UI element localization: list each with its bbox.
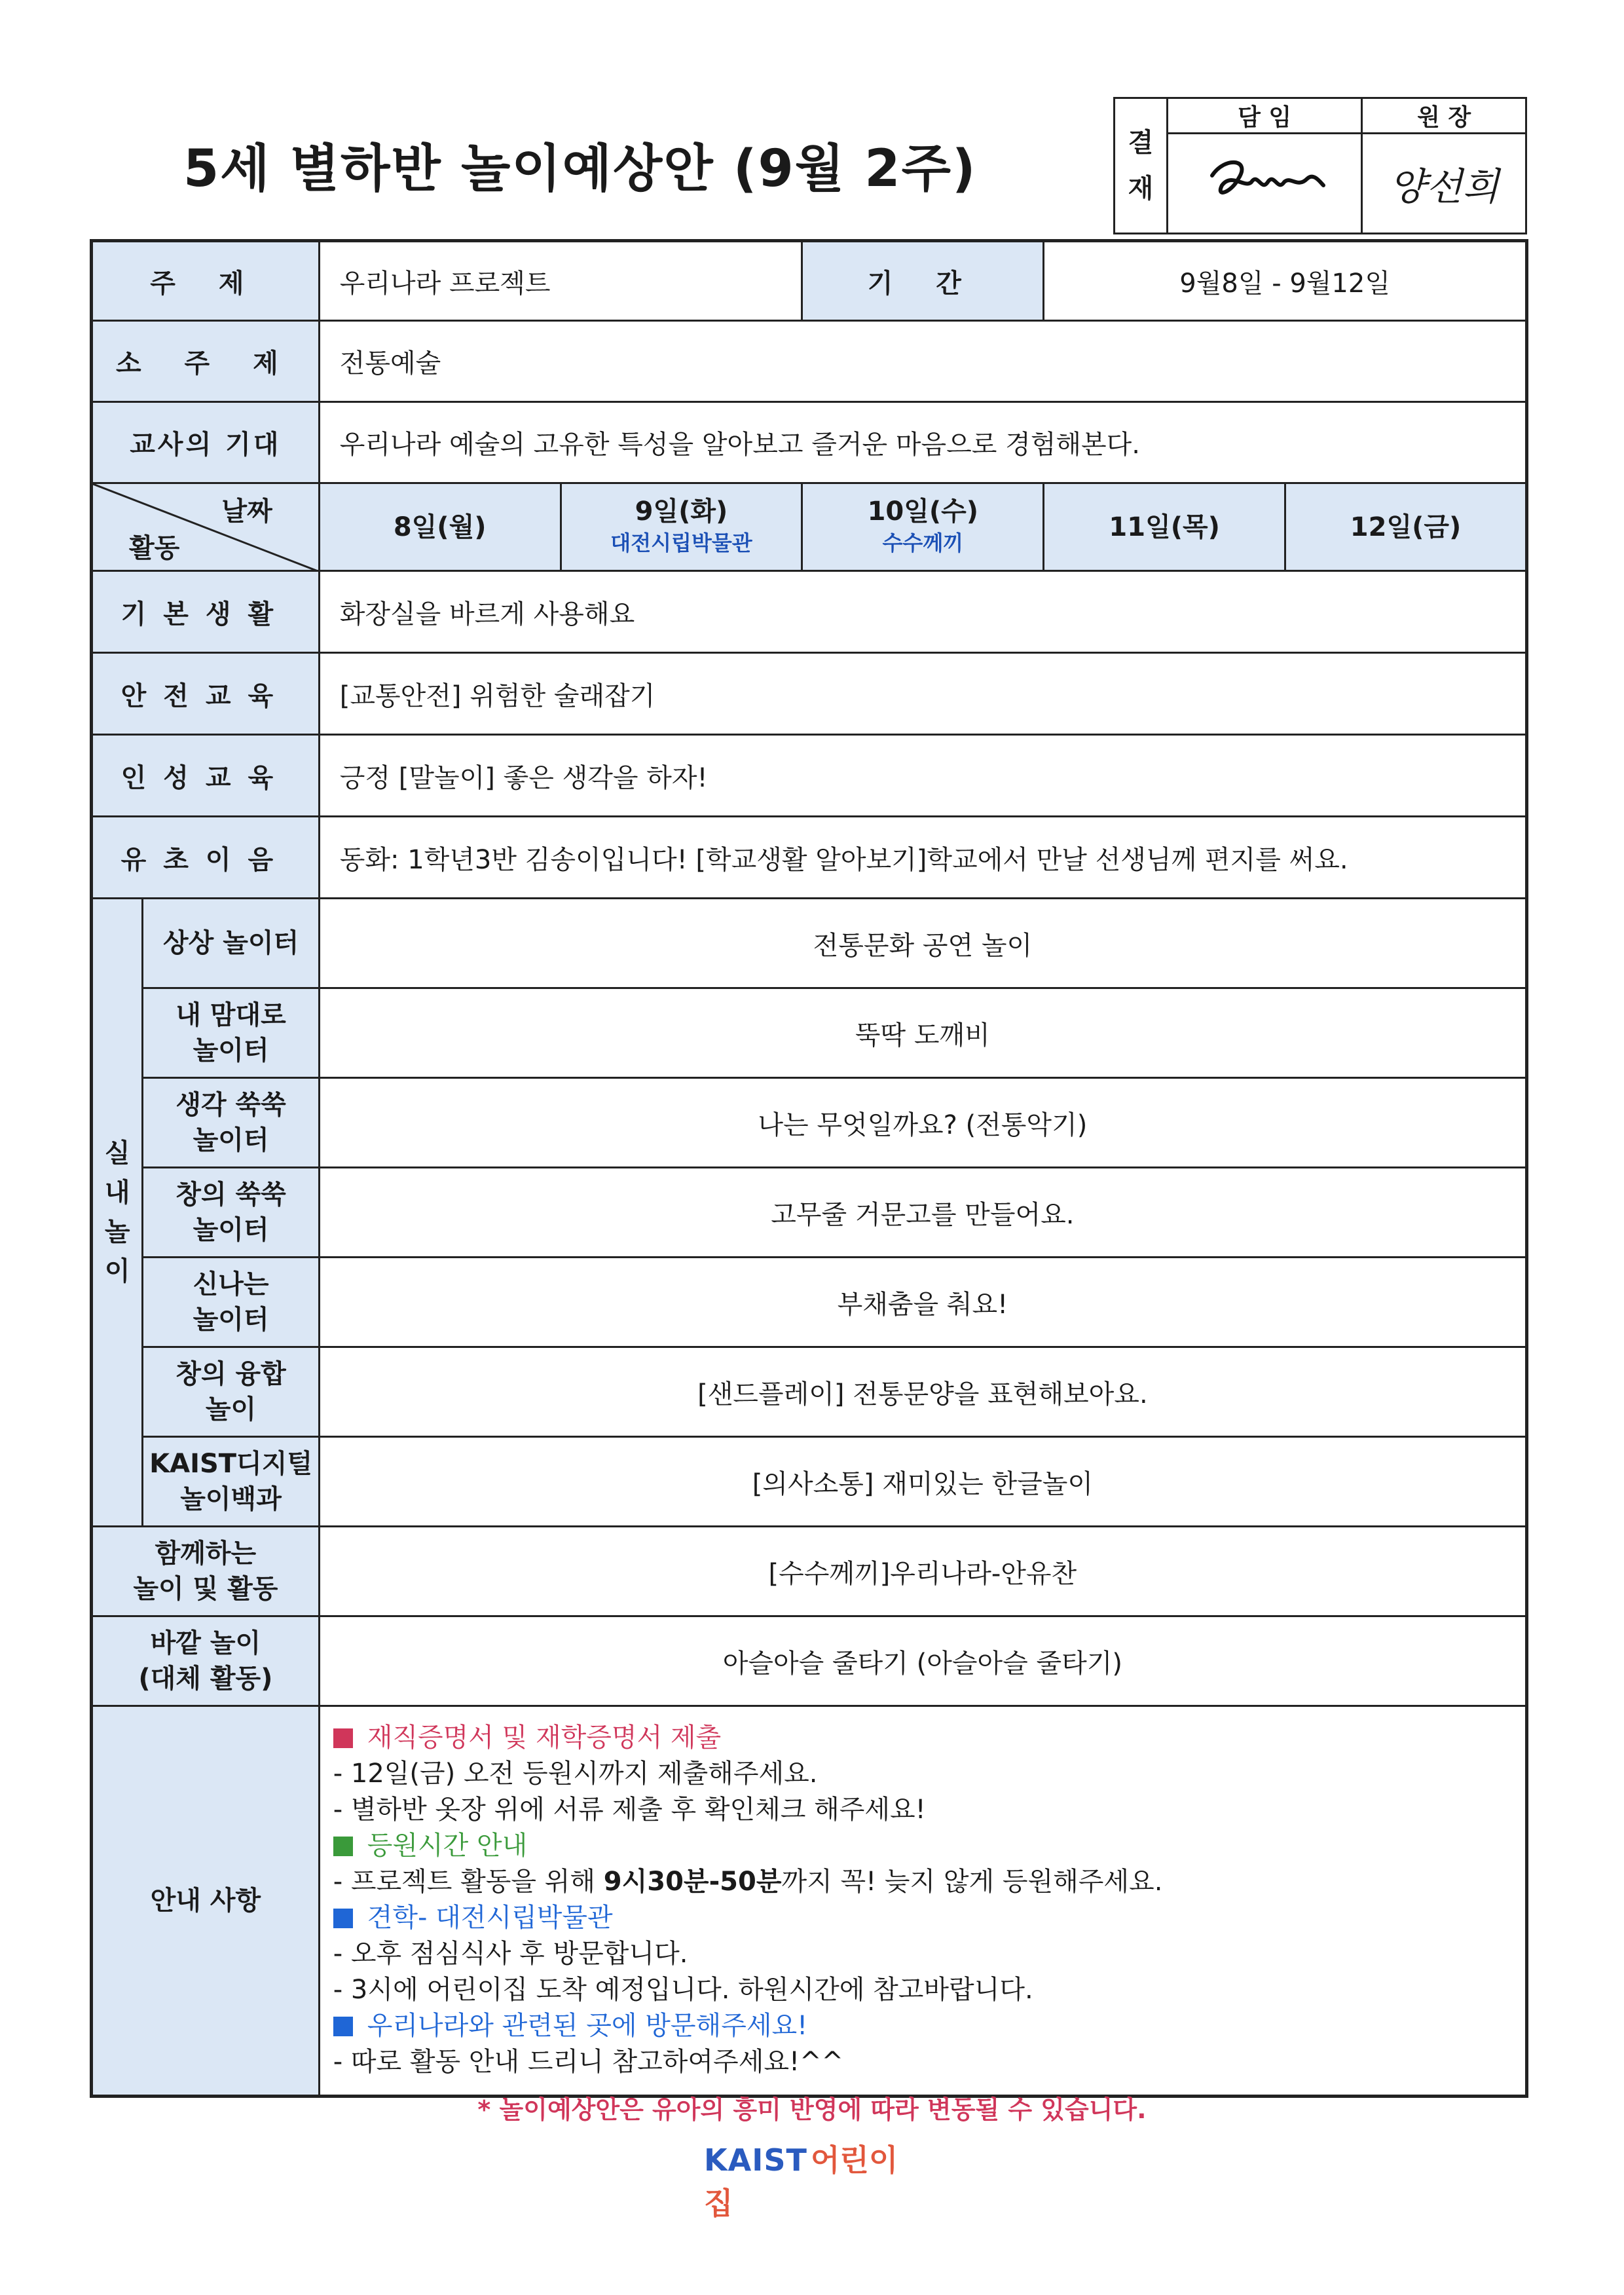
theme-value: 우리나라 프로젝트 [319, 241, 802, 321]
notice-line-5: - 3시에 어린이집 도착 예정입니다. 하원시간에 참고바랍니다. [333, 1975, 1033, 2005]
basic-life-label: 기본생활 [92, 571, 320, 653]
logo-brand: KAIST [704, 2142, 807, 2178]
indoor-play-label: 실 내 놀 이 [92, 899, 143, 1527]
outdoor-value: 아슬아슬 줄타기 (아슬아슬 줄타기) [319, 1616, 1526, 1706]
notice-heading-4: 우리나라와 관련된 곳에 방문해주세요! [333, 2008, 1525, 2044]
indoor-name-3: 생각 쑥쑥 놀이터 [143, 1078, 319, 1168]
notice-label: 안내 사항 [92, 1706, 320, 2097]
blue-square-icon [333, 1909, 353, 1928]
indoor-value-5: 부채춤을 춰요! [319, 1258, 1526, 1347]
notice-line-1: - 12일(금) 오전 등원시까지 제출해주세요. [333, 1759, 818, 1789]
date-header: 날짜 [221, 496, 272, 527]
notice-line-6: - 따로 활동 안내 드리니 참고하여주세요!^^ [333, 2047, 844, 2077]
indoor-value-7: [의사소통] 재미있는 한글놀이 [319, 1437, 1526, 1527]
theme-label: 주 제 [92, 241, 320, 321]
day-tue: 9일(화) 대전시립박물관 [561, 483, 802, 571]
outdoor-label: 바깥 놀이 (대체 활동) [92, 1616, 320, 1706]
footnote: * 놀이예상안은 유아의 흥미 반영에 따라 변동될 수 있습니다. [477, 2095, 1147, 2124]
notice-heading-1: 재직증명서 및 재학증명서 제출 [333, 1720, 1525, 1756]
character-value: 긍정 [말놀이] 좋은 생각을 하자! [319, 735, 1526, 817]
date-activity-header [92, 483, 320, 571]
notice-content [319, 1706, 1526, 2097]
notice-line-4: - 오후 점심식사 후 방문합니다. [333, 1939, 688, 1969]
approval-director-header: 원 장 [1362, 98, 1526, 134]
day-fri: 12일(금) [1285, 483, 1527, 571]
basic-life-value: 화장실을 바르게 사용해요 [319, 571, 1526, 653]
subtheme-value: 전통예술 [319, 321, 1526, 402]
transition-value: 동화: 1학년3반 김송이입니다! [학교생활 알아보기]학교에서 만날 선생님께 편지를 써요. [319, 817, 1526, 899]
day-thu: 11일(목) [1044, 483, 1285, 571]
notice-line-2: - 별하반 옷장 위에 서류 제출 후 확인체크 해주세요! [333, 1795, 926, 1825]
notice-heading-3: 견학- 대전시립박물관 [333, 1900, 1525, 1936]
kindergarten-logo [704, 2136, 927, 2221]
approval-box [1113, 97, 1527, 234]
approval-teacher-header: 담 임 [1168, 98, 1362, 134]
indoor-value-3: 나는 무엇일까요? (전통악기) [319, 1078, 1526, 1168]
indoor-value-6: [샌드플레이] 전통문양을 표현해보아요. [319, 1347, 1526, 1437]
logo-name: 어린이집 [704, 2142, 898, 2221]
indoor-name-4: 창의 쑥쑥 놀이터 [143, 1168, 319, 1258]
period-value: 9월8일 - 9월12일 [1044, 241, 1527, 321]
green-square-icon [333, 1837, 353, 1856]
day-mon: 8일(월) [319, 483, 561, 571]
notice-heading-2: 등원시간 안내 [333, 1828, 1525, 1864]
indoor-value-4: 고무줄 거문고를 만들어요. [319, 1168, 1526, 1258]
red-square-icon [333, 1728, 353, 1748]
character-label: 인성교육 [92, 735, 320, 817]
expect-label: 교사의 기대 [92, 402, 320, 483]
page-title: 5세 별하반 놀이예상안 (9월 2주) [183, 140, 977, 198]
indoor-value-2: 뚝딱 도깨비 [319, 988, 1526, 1078]
subtheme-label: 소 주 제 [92, 321, 320, 402]
safety-label: 안전교육 [92, 653, 320, 735]
transition-label: 유초이음 [92, 817, 320, 899]
activity-header: 활동 [129, 533, 180, 563]
safety-value: [교통안전] 위험한 술래잡기 [319, 653, 1526, 735]
director-signature: 양선희 [1362, 134, 1526, 234]
together-label: 함께하는 놀이 및 활동 [92, 1527, 320, 1616]
plan-table [90, 239, 1528, 2098]
approval-side-label: 결 재 [1115, 98, 1168, 234]
indoor-name-5: 신나는 놀이터 [143, 1258, 319, 1347]
teacher-signature [1168, 134, 1362, 234]
notice-line-3: - 프로젝트 활동을 위해 9시30분-50분까지 꼭! 늦지 않게 등원해주세요. [333, 1867, 1163, 1897]
indoor-value-1: 전통문화 공연 놀이 [319, 899, 1526, 988]
indoor-name-1: 상상 놀이터 [143, 899, 319, 988]
indoor-name-7: KAIST디지털 놀이백과 [143, 1437, 319, 1527]
diagonal-line [93, 484, 320, 572]
indoor-name-6: 창의 융합 놀이 [143, 1347, 319, 1437]
day-wed: 10일(수) 수수께끼 [802, 483, 1044, 571]
day-tue-note: 대전시립박물관 [610, 530, 752, 555]
period-label: 기 간 [802, 241, 1044, 321]
day-wed-note: 수수께끼 [882, 530, 964, 555]
signature-scribble [1199, 153, 1330, 212]
together-value: [수수께끼]우리나라-안유찬 [319, 1527, 1526, 1616]
indoor-name-2: 내 맘대로 놀이터 [143, 988, 319, 1078]
blue-square-icon [333, 2017, 353, 2036]
expect-value: 우리나라 예술의 고유한 특성을 알아보고 즐거운 마음으로 경험해본다. [319, 402, 1526, 483]
